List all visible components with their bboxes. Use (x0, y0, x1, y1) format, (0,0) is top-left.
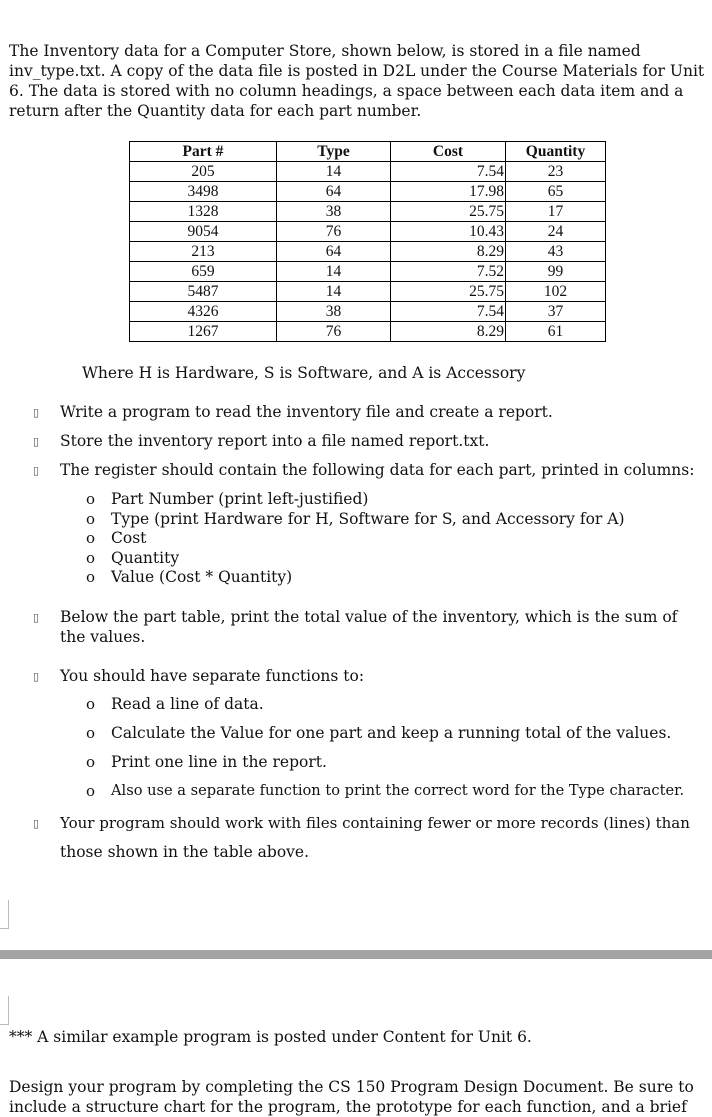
column-item: Value (Cost * Quantity) (111, 568, 293, 586)
sub-bullet-icon: o (86, 529, 96, 547)
page-corner-mark (0, 900, 9, 929)
cell-type: 38 (277, 302, 391, 322)
footnote-example: *** A similar example program is posted under Content for Unit 6. (9, 1028, 532, 1046)
cell-type: 64 (277, 182, 391, 202)
cell-quantity: 61 (506, 322, 606, 342)
inventory-table (129, 141, 606, 342)
cell-quantity: 17 (506, 202, 606, 222)
cell-part: 4326 (130, 302, 277, 322)
cell-part: 205 (130, 162, 277, 182)
cell-part: 213 (130, 242, 277, 262)
cell-cost: 7.54 (391, 302, 506, 322)
cell-cost: 8.29 (391, 322, 506, 342)
bullet-box-icon: ▯ (33, 406, 40, 419)
page-corner-mark (0, 996, 9, 1025)
table-row (130, 162, 606, 182)
column-item: Part Number (print left-justified) (111, 490, 369, 508)
header-cost: Cost (391, 142, 506, 162)
cell-part: 1267 (130, 322, 277, 342)
sub-bullet-icon: o (86, 568, 96, 586)
bullet-box-icon: ▯ (33, 670, 40, 683)
cell-type: 38 (277, 202, 391, 222)
table-row (130, 302, 606, 322)
cell-cost: 8.29 (391, 242, 506, 262)
sub-bullet-icon: o (86, 724, 96, 742)
column-item: Cost (111, 529, 147, 547)
cell-cost: 25.75 (391, 202, 506, 222)
function-item: Print one line in the report. (111, 753, 327, 771)
cell-part: 3498 (130, 182, 277, 202)
function-item: Read a line of data. (111, 695, 264, 713)
bullet-box-icon: ▯ (33, 611, 40, 624)
cell-quantity: 24 (506, 222, 606, 242)
cell-type: 76 (277, 322, 391, 342)
type-legend: Where H is Hardware, S is Software, and A is Accessory (82, 364, 526, 382)
function-item: Calculate the Value for one part and keep a running total of the values. (111, 724, 672, 742)
intro-paragraph: The Inventory data for a Computer Store, shown below, is stored in a file named inv_type.txt. A copy of the data file is posted in D2L under the Course Materials for Unit 6. The data is stored with no column headings, a space between each data item and a return after the Quantity data for each part number. (9, 42, 705, 120)
function-item: Also use a separate function to print the correct word for the Type character. (111, 782, 685, 799)
requirement-records-line2: those shown in the table above. (60, 843, 310, 861)
cell-quantity: 23 (506, 162, 606, 182)
requirement-records-line1: Your program should work with files containing fewer or more records (lines) than (60, 814, 690, 832)
cell-type: 14 (277, 162, 391, 182)
header-quantity: Quantity (506, 142, 606, 162)
header-part: Part # (130, 142, 277, 162)
cell-quantity: 102 (506, 282, 606, 302)
table-row (130, 282, 606, 302)
cell-part: 1328 (130, 202, 277, 222)
table-row (130, 242, 606, 262)
cell-quantity: 65 (506, 182, 606, 202)
requirement-read-file: Write a program to read the inventory file and create a report. (60, 403, 553, 421)
table-row (130, 262, 606, 282)
requirement-total-value: Below the part table, print the total value of the inventory, which is the sum of the values. (60, 608, 678, 646)
requirement-functions: You should have separate functions to: (60, 667, 365, 685)
cell-type: 76 (277, 222, 391, 242)
table-row (130, 222, 606, 242)
bullet-box-icon: ▯ (33, 464, 40, 477)
requirement-columns: The register should contain the following data for each part, printed in columns: (60, 461, 695, 479)
cell-cost: 25.75 (391, 282, 506, 302)
cell-quantity: 37 (506, 302, 606, 322)
table-header-row (130, 142, 606, 162)
table-row (130, 182, 606, 202)
column-item: Type (print Hardware for H, Software for S, and Accessory for A) (111, 510, 625, 528)
cell-part: 9054 (130, 222, 277, 242)
cell-quantity: 43 (506, 242, 606, 262)
table-row (130, 322, 606, 342)
sub-bullet-icon: o (86, 782, 96, 800)
column-item: Quantity (111, 549, 180, 567)
cell-cost: 7.52 (391, 262, 506, 282)
sub-bullet-icon: o (86, 510, 96, 528)
cell-type: 14 (277, 282, 391, 302)
cell-part: 659 (130, 262, 277, 282)
cell-type: 14 (277, 262, 391, 282)
cell-part: 5487 (130, 282, 277, 302)
header-type: Type (277, 142, 391, 162)
bullet-box-icon: ▯ (33, 817, 40, 830)
bullet-box-icon: ▯ (33, 435, 40, 448)
page-break-bar (0, 950, 712, 959)
cell-quantity: 99 (506, 262, 606, 282)
sub-bullet-icon: o (86, 549, 96, 567)
design-paragraph: Design your program by completing the CS 150 Program Design Document. Be sure to include a structure chart for the program, the prototype for each function, and a brief (9, 1078, 694, 1116)
cell-type: 64 (277, 242, 391, 262)
requirement-store-report: Store the inventory report into a file named report.txt. (60, 432, 490, 450)
sub-bullet-icon: o (86, 753, 96, 771)
sub-bullet-icon: o (86, 490, 96, 508)
sub-bullet-icon: o (86, 695, 96, 713)
cell-cost: 10.43 (391, 222, 506, 242)
table-row (130, 202, 606, 222)
cell-cost: 17.98 (391, 182, 506, 202)
cell-cost: 7.54 (391, 162, 506, 182)
